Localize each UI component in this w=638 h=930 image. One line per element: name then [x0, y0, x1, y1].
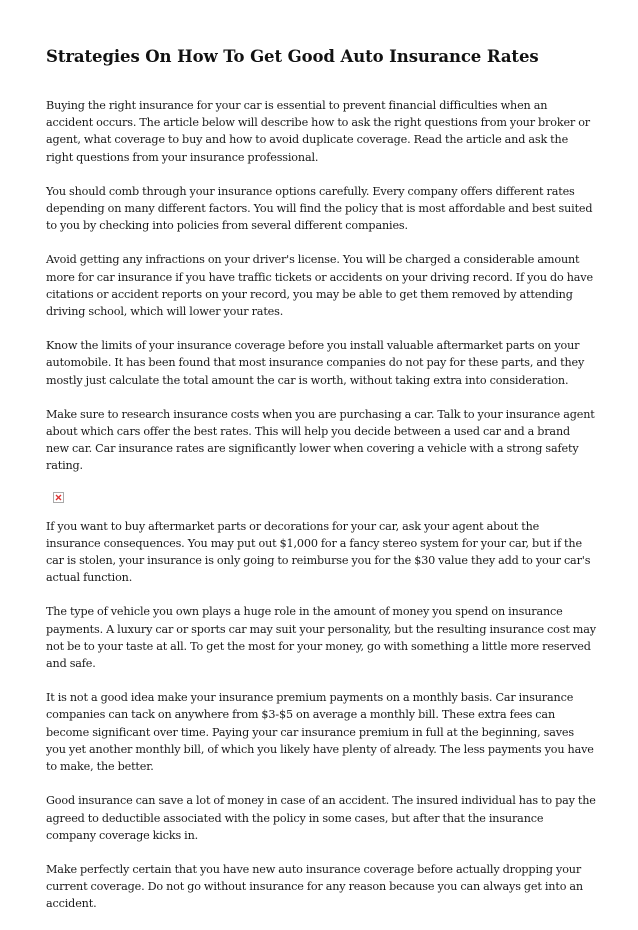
paragraph-coverage-limits: Know the limits of your insurance coverage before you install valuable aftermarket parts on your automobile. It has been found that most insurance companies do not pay for these parts, and they mostly just calculate the total amount the car is worth, without taking extra into consideration. — [46, 339, 585, 387]
paragraph-research-costs: Make sure to research insurance costs when you are purchasing a car. Talk to your insurance agent about which cars offer the best rates. This will help you decide between a used car and a brand new car. Car insurance rates are significantly lower when covering a vehicle with a strong safety rating. — [46, 407, 595, 473]
paragraph-intro: Buying the right insurance for your car is essential to prevent financial difficulties when an accident occurs. The article below will describe how to ask the right questions from your broker or agent, what coverage to buy and how to avoid duplicate coverage. Read the article and ask the right questions from your insurance professional. — [46, 99, 591, 164]
document-page — [46, 46, 596, 930]
paragraph-monthly-payments: It is not a good idea make your insurance premium payments on a monthly basis. Car insurance companies can tack on anywhere from $3-$5 on average a monthly bill. These extra fees can become significant over time. Paying your car insurance premium in full at the beginning, saves you yet another monthly bill, of which you likely have plenty of already. The less payments you have to make, the better. — [46, 691, 594, 774]
paragraph-drivers-license: Avoid getting any infractions on your driver's license. You will be charged a considerable amount more for car insurance if you have traffic tickets or accidents on your driving record. If you do have citations or accident reports on your record, you may be able to get them removed by attending driving school, which will lower your rates. — [46, 253, 593, 319]
broken-image-icon — [53, 492, 64, 503]
paragraph-aftermarket-parts: If you want to buy aftermarket parts or decorations for your car, ask your agent about the insurance consequences. You may put out $1,000 for a fancy stereo system for your car, but if the car is stolen, your insurance is only going to reimburse you for the $30 value they add to your car's actual function. — [46, 519, 591, 585]
document-title: Strategies On How To Get Good Auto Insurance Rates — [46, 47, 539, 66]
paragraph-new-coverage: Make perfectly certain that you have new auto insurance coverage before actually dropping your current coverage. Do not go without insurance for any reason because you can always get into an accident. — [46, 862, 583, 911]
paragraph-compare-options: You should comb through your insurance options carefully. Every company offers different rates depending on many different factors. You will find the policy that is most affordable and best suited to you by checking into policies from several different companies. — [46, 184, 593, 233]
paragraph-vehicle-type: The type of vehicle you own plays a huge role in the amount of money you spend on insurance payments. A luxury car or sports car may suit your personality, but the resulting insurance cost may not be to your taste at all. To get the most for your money, go with something a little more reserved and safe. — [46, 605, 596, 671]
paragraph-good-insurance: Good insurance can save a lot of money in case of an accident. The insured individual has to pay the agreed to deductible associated with the policy in some cases, but after that the insurance company coverage kicks in. — [46, 794, 596, 842]
